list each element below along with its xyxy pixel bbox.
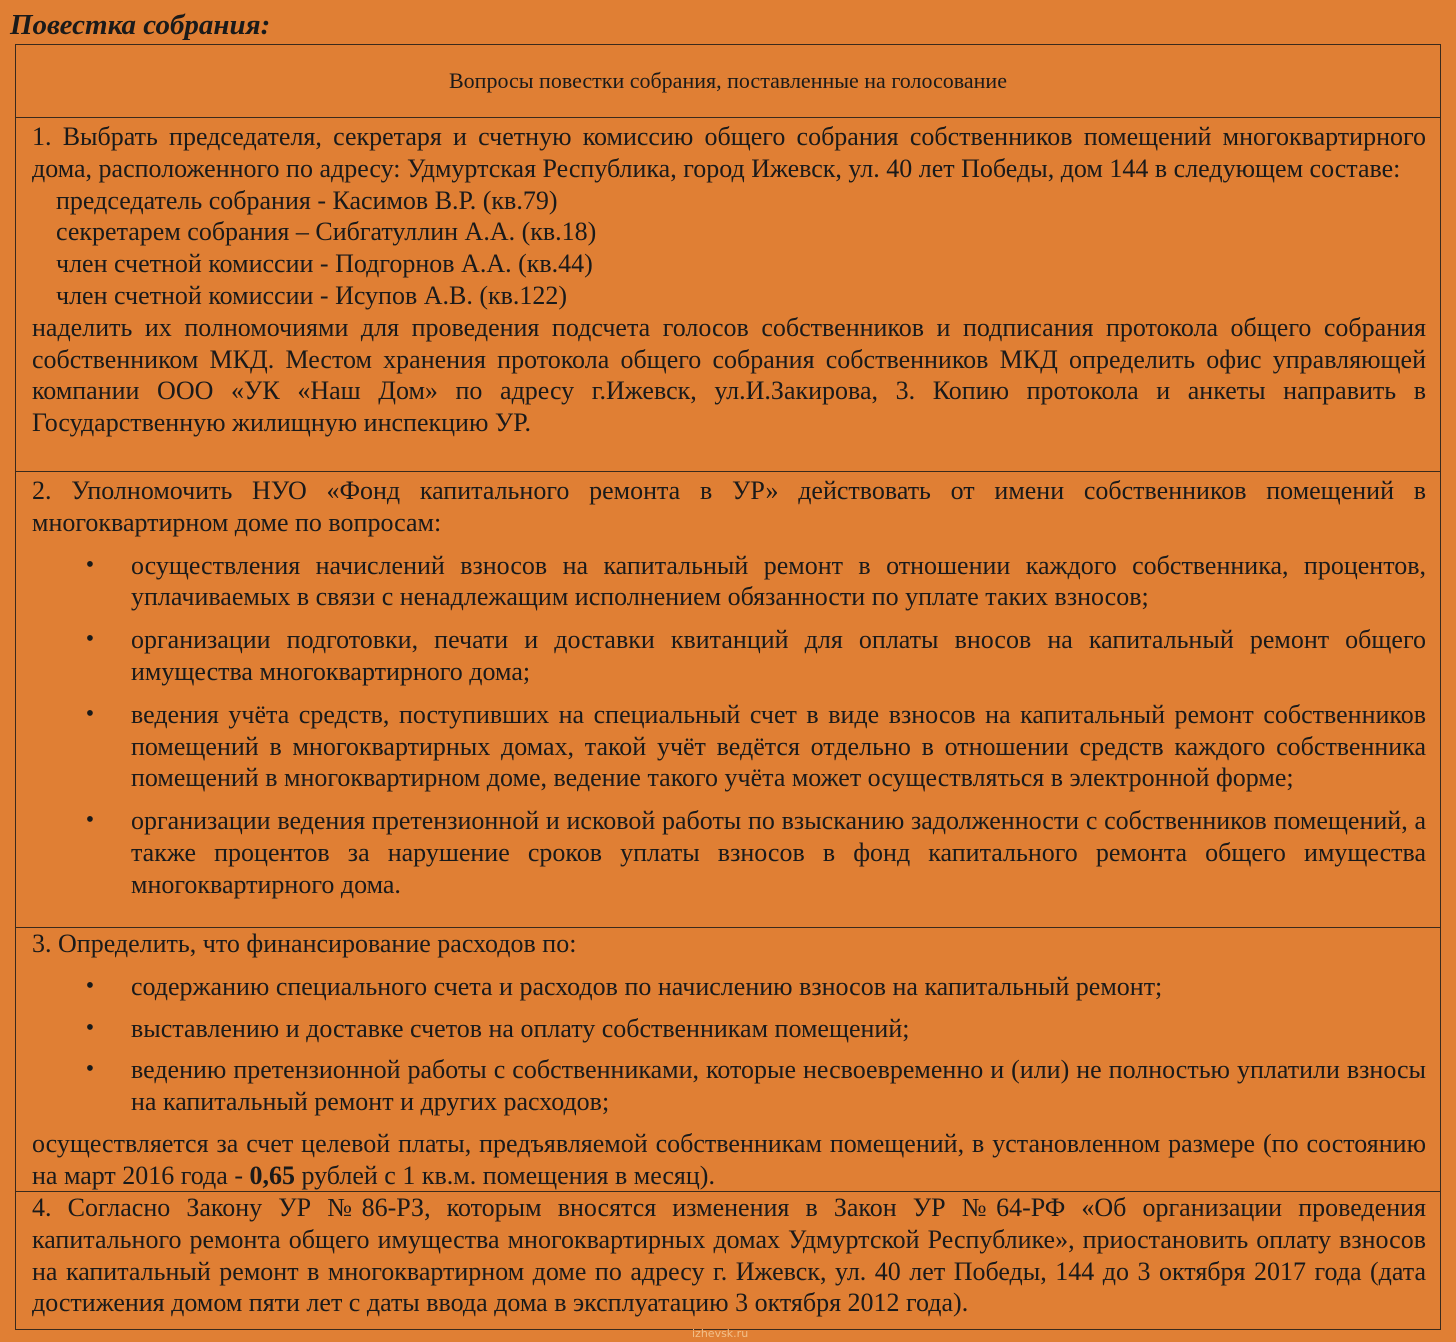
watermark: izhevsk.ru bbox=[692, 1327, 749, 1340]
agenda-table bbox=[15, 44, 1441, 1330]
list-item: • содержанию специального счета и расходов по начислению взносов на капитальный ремонт; bbox=[32, 971, 1426, 1003]
item2-bullet-list bbox=[32, 550, 1426, 901]
bullet-icon: • bbox=[85, 551, 95, 578]
member-chairman: председатель собрания - Касимов В.Р. (кв.79) bbox=[56, 185, 558, 215]
member-counter-1: член счетной комиссии - Подгорнов А.А. (кв.44) bbox=[56, 249, 593, 279]
list-item: • ведения учёта средств, поступивших на специальный счет в виде взносов на капитальный ремонт собственников помещений в многоквартирных домах, такой учёт ведётся отдельно в отношении средств каждого собственника помещений в многоквартирном доме, ведение такого учёта может осуществляться в электронной форме; bbox=[32, 699, 1426, 794]
list-item: • осуществления начислений взносов на капитальный ремонт в отношении каждого собственника, процентов, уплачиваемых в связи с ненадлежащим исполнением обязанности по уплате таких взносов; bbox=[32, 550, 1426, 614]
item4-text: 4. Согласно Закону УР №86-РЗ, которым вносятся изменения в Закон УР №64-РФ «Об организации проведения капитального ремонта общего имущества многоквартирных домах Удмуртской Республике», приостановить оплату взносов на капитальный ремонт в многоквартирном доме по адресу г. Ижевск, ул. 40 лет Победы, 144 до 3 октября 2017 года (дата достижения домом пяти лет с даты ввода дома в эксплуатацию 3 октября 2012 года). bbox=[32, 1193, 1426, 1318]
bullet-icon: • bbox=[85, 807, 95, 834]
item1-intro: 1. Выбрать председателя, секретаря и счетную комиссию общего собрания собственников помещений многоквартирного дома, расположенного по адресу: Удмуртская Республика, город Ижевск, ул. 40 лет Победы, дом 144 в следующем составе: bbox=[32, 122, 1426, 183]
agenda-item-3 bbox=[16, 927, 1440, 1191]
bullet-icon: • bbox=[85, 1056, 95, 1083]
item1-closing: наделить их полномочиями для проведения подсчета голосов собственников и подписания протокола общего собрания собственником МКД. Местом хранения протокола общего собрания собственников МКД определить офис управляющей компании ООО «УК «Наш Дом» по адресу г.Ижевск, ул.И.Закирова, 3. Копию протокола и анкеты направить в Государственную жилищную инспекцию УР. bbox=[32, 312, 1426, 438]
bullet-icon: • bbox=[85, 1014, 95, 1041]
agenda-item-2 bbox=[16, 471, 1440, 927]
bullet-icon: • bbox=[85, 972, 95, 999]
list-item: • организации подготовки, печати и доставки квитанций для оплаты вносов на капитальный ремонт общего имущества многоквартирного дома; bbox=[32, 624, 1426, 688]
item3-bullet-list bbox=[32, 971, 1426, 1118]
bullet-icon: • bbox=[85, 626, 95, 653]
member-counter-2: член счетной комиссии - Исупов А.В. (кв.122) bbox=[56, 280, 568, 310]
agenda-item-1 bbox=[16, 118, 1440, 471]
bullet-icon: • bbox=[85, 700, 95, 727]
list-item: • ведению претензионной работы с собственниками, которые несвоевременно и (или) не полностью уплатили взносы на капитальный ремонт и других расходов; bbox=[32, 1054, 1426, 1118]
member-secretary: секретарем собрания – Сибгатуллин А.А. (кв.18) bbox=[56, 217, 597, 247]
list-item: • организации ведения претензионной и исковой работы по взысканию задолженности с собственников помещений, а также процентов за нарушение сроков уплаты взносов в фонд капитального ремонта общего имущества многоквартирного дома. bbox=[32, 805, 1426, 900]
list-item: • выставлению и доставке счетов на оплату собственникам помещений; bbox=[32, 1013, 1426, 1045]
agenda-item-4 bbox=[16, 1191, 1440, 1329]
item3-closing: осуществляется за счет целевой платы, предъявляемой собственникам помещений, в установленном размере (по состоянию на март 2016 года - 0,65 рублей с 1 кв.м. помещения в месяц). bbox=[32, 1128, 1426, 1190]
item2-intro: 2. Уполномочить НУО «Фонд капитального ремонта в УР» действовать от имени собственников помещений в многоквартирном доме по вопросам: bbox=[32, 476, 1426, 537]
payment-amount: 0,65 bbox=[249, 1160, 295, 1190]
item3-intro: 3. Определить, что финансирование расходов по: bbox=[32, 929, 577, 958]
table-header: Вопросы повестки собрания, поставленные на голосование bbox=[16, 45, 1440, 118]
page-title: Повестка собрания: bbox=[10, 9, 271, 41]
